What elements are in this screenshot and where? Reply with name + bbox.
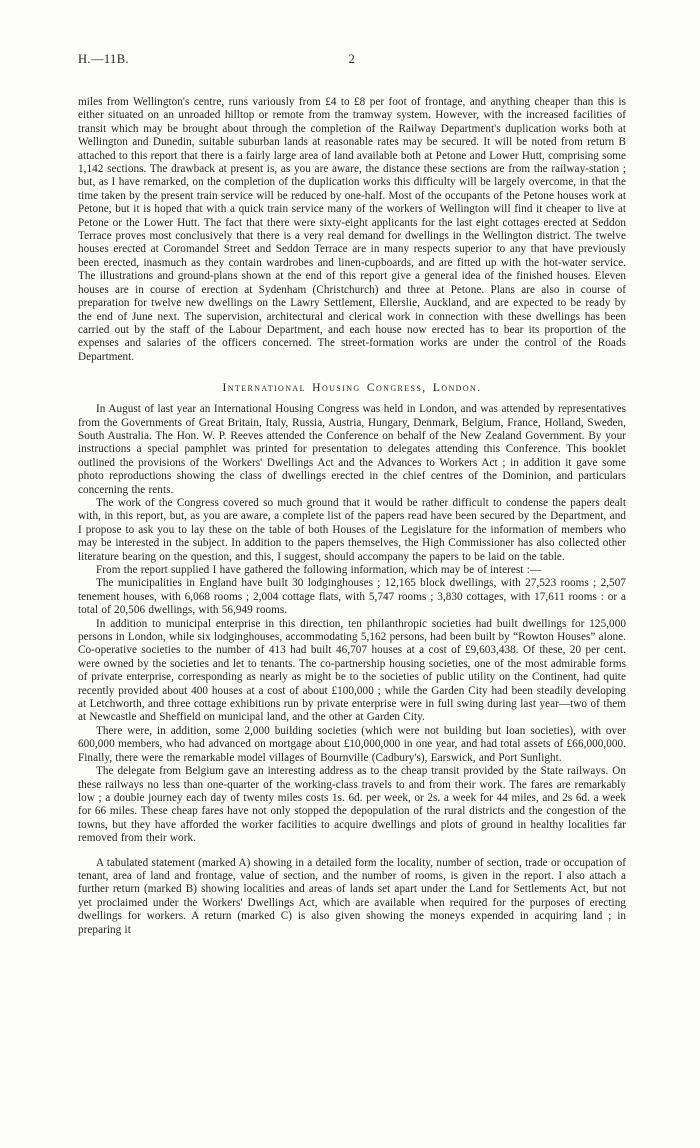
page-header [78, 52, 626, 68]
page-number: 2 [348, 52, 356, 66]
body-paragraph: The delegate from Belgium gave an interesting address as to the cheap transit provided by the State railways. On these railways no less than one-quarter of the working-class travels to and from their work. The fares are remarkably low ; a double journey each day of twenty miles costs 1s. 6d. per week, or 2s. a week for 44 miles, and 2s 6d. a week for 66 miles. These cheap fares have not only stopped the depopulation of the rural districts and the congestion of the towns, but they have afforded the worker facilities to acquire dwellings and plots of ground in healthy localities far removed from their work. [78, 765, 626, 845]
body-paragraph: In August of last year an International Housing Congress was held in London, and was attended by representatives from the Governments of Great Britain, Italy, Russia, Austria, Hungary, Denmark, Belgium, France, Holland, Sweden, South Australia. The Hon. W. P. Reeves attended the Conference on behalf of the New Zealand Government. By your instructions a special pamphlet was printed for presentation to delegates attending this Conference. This booklet outlined the provisions of the Workers' Dwellings Act and the Advances to Workers Act ; in addition it gave some photo reproductions showing the class of dwellings erected in the chief centres of the Dominion, and particulars concerning the rents. [78, 403, 626, 496]
section-heading: International Housing Congress, London. [222, 381, 482, 395]
continuation-paragraph: miles from Wellington's centre, runs variously from £4 to £8 per foot of frontage, and anything cheaper than this is either situated on an unroaded hilltop or remote from the tramway system. However, with the increased facilities of transit which may be brought about through the completion of the Railway Department's duplication works both at Wellington and Dunedin, suitable suburban lands at reasonable rates may be secured. It will be noted from return B attached to this report that there is a fairly large area of land available both at Petone and Lower Hutt, comprising some 1,142 sections. The drawback at present is, as you are aware, the distance these sections are from the railway-station ; but, as I have remarked, on the completion of the duplication works this difficulty will be largely overcome, in that the time taken by the present train service will be reduced by one-half. Most of the occupants of the Petone houses work at Petone, but it is hoped that with a quick train service many of the workers of Wellington will find it cheaper to live at Petone or the Lower Hutt. The fact that there were sixty-eight applicants for the last eight cottages erected at Seddon Terrace proves most conclusively that there is a very real demand for dwellings in the Wellington district. The twelve houses erected at Coromandel Street and Seddon Terrace are in many respects superior to any that have previously been erected, inasmuch as they contain wardrobes and linen-cupboards, and are fitted up with the hot-water service. The illustrations and ground-plans shown at the end of this report give a general idea of the finished houses. Eleven houses are in course of erection at Sydenham (Christchurch) and three at Petone. Plans are also in course of preparation for twelve new dwellings on the Lawry Settlement, Ellerslie, Auckland, and are expected to be ready by the end of June next. The supervision, architectural and clerical work in connection with these dwellings has been carried out by the staff of the Labour Department, and each house now erected has to bear its proportion of the expenses and salaries of the officers concerned. The street-formation works are under the control of the Roads Department. [78, 96, 627, 363]
body-paragraph: The municipalities in England have built 30 lodginghouses ; 12,165 block dwellings, with 27,523 rooms ; 2,507 tenement houses, with 6,068 rooms ; 2,004 cottage flats, with 5,747 rooms ; 3,830 cottages, with 17,611 rooms : or a total of 20,506 dwellings, with 56,949 rooms. [78, 577, 626, 617]
page-content [78, 52, 626, 937]
body-paragraph: A tabulated statement (marked A) showing in a detailed form the locality, number of section, trade or occupation of tenant, area of land and frontage, value of section, and the number of rooms, is given in the report. I also attach a further return (marked B) showing localities and areas of lands set apart under the Land for Settlements Act, but not yet proclaimed under the Workers' Dwellings Act, which are available when required for the purposes of erecting dwellings for workers. A return (marked C) is also given showing the moneys expended in acquiring land ; in preparing it [78, 856, 626, 936]
body-paragraph: In addition to municipal enterprise in this direction, ten philanthropic societies had built dwellings for 125,000 persons in London, while six lodginghouses, accommodating 5,162 persons, had been built by “Rowton Houses” alone. Co-operative societies to the number of 413 had built 46,707 houses at a cost of £9,603,438. Of these, 20 per cent. were owned by the societies and let to tenants. The co-partnership housing societies, one of the most admirable forms of private enterprise, corresponding as nearly as might be to the societies of public utility on the Continent, had quite recently provided about 400 houses at a cost of about £100,000 ; while the Garden City had been steadily developing at Letchworth, and three cottage exhibitions run by private enterprise were in full swing during last year—two of them at Newcastle and Sheffield on municipal land, and the other at Garden City. [78, 617, 626, 724]
document-reference: H.—11B. [78, 52, 129, 66]
body-paragraph: From the report supplied I have gathered the following information, which may be of interest :— [96, 564, 542, 576]
body-paragraph: The work of the Congress covered so much ground that it would be rather difficult to condense the papers dealt with, in this report, but, as you are aware, a complete list of the papers read have been secured by the Department, and I propose to ask you to lay these on the table of both Houses of the Legislature for the information of members who may be interested in the subject. In addition to the papers themselves, the High Commissioner has also collected other literature bearing on the question, and this, I suggest, should accompany the papers to be laid on the table. [78, 496, 626, 563]
body-paragraph: There were, in addition, some 2,000 building societies (which were not building but loan societies), with over 600,000 members, who had advanced on mortgage about £10,000,000 in one year, and had total assets of £66,000,000. Finally, there were the remarkable model villages of Bournville (Cadbury's), Earswick, and Port Sunlight. [78, 724, 626, 764]
